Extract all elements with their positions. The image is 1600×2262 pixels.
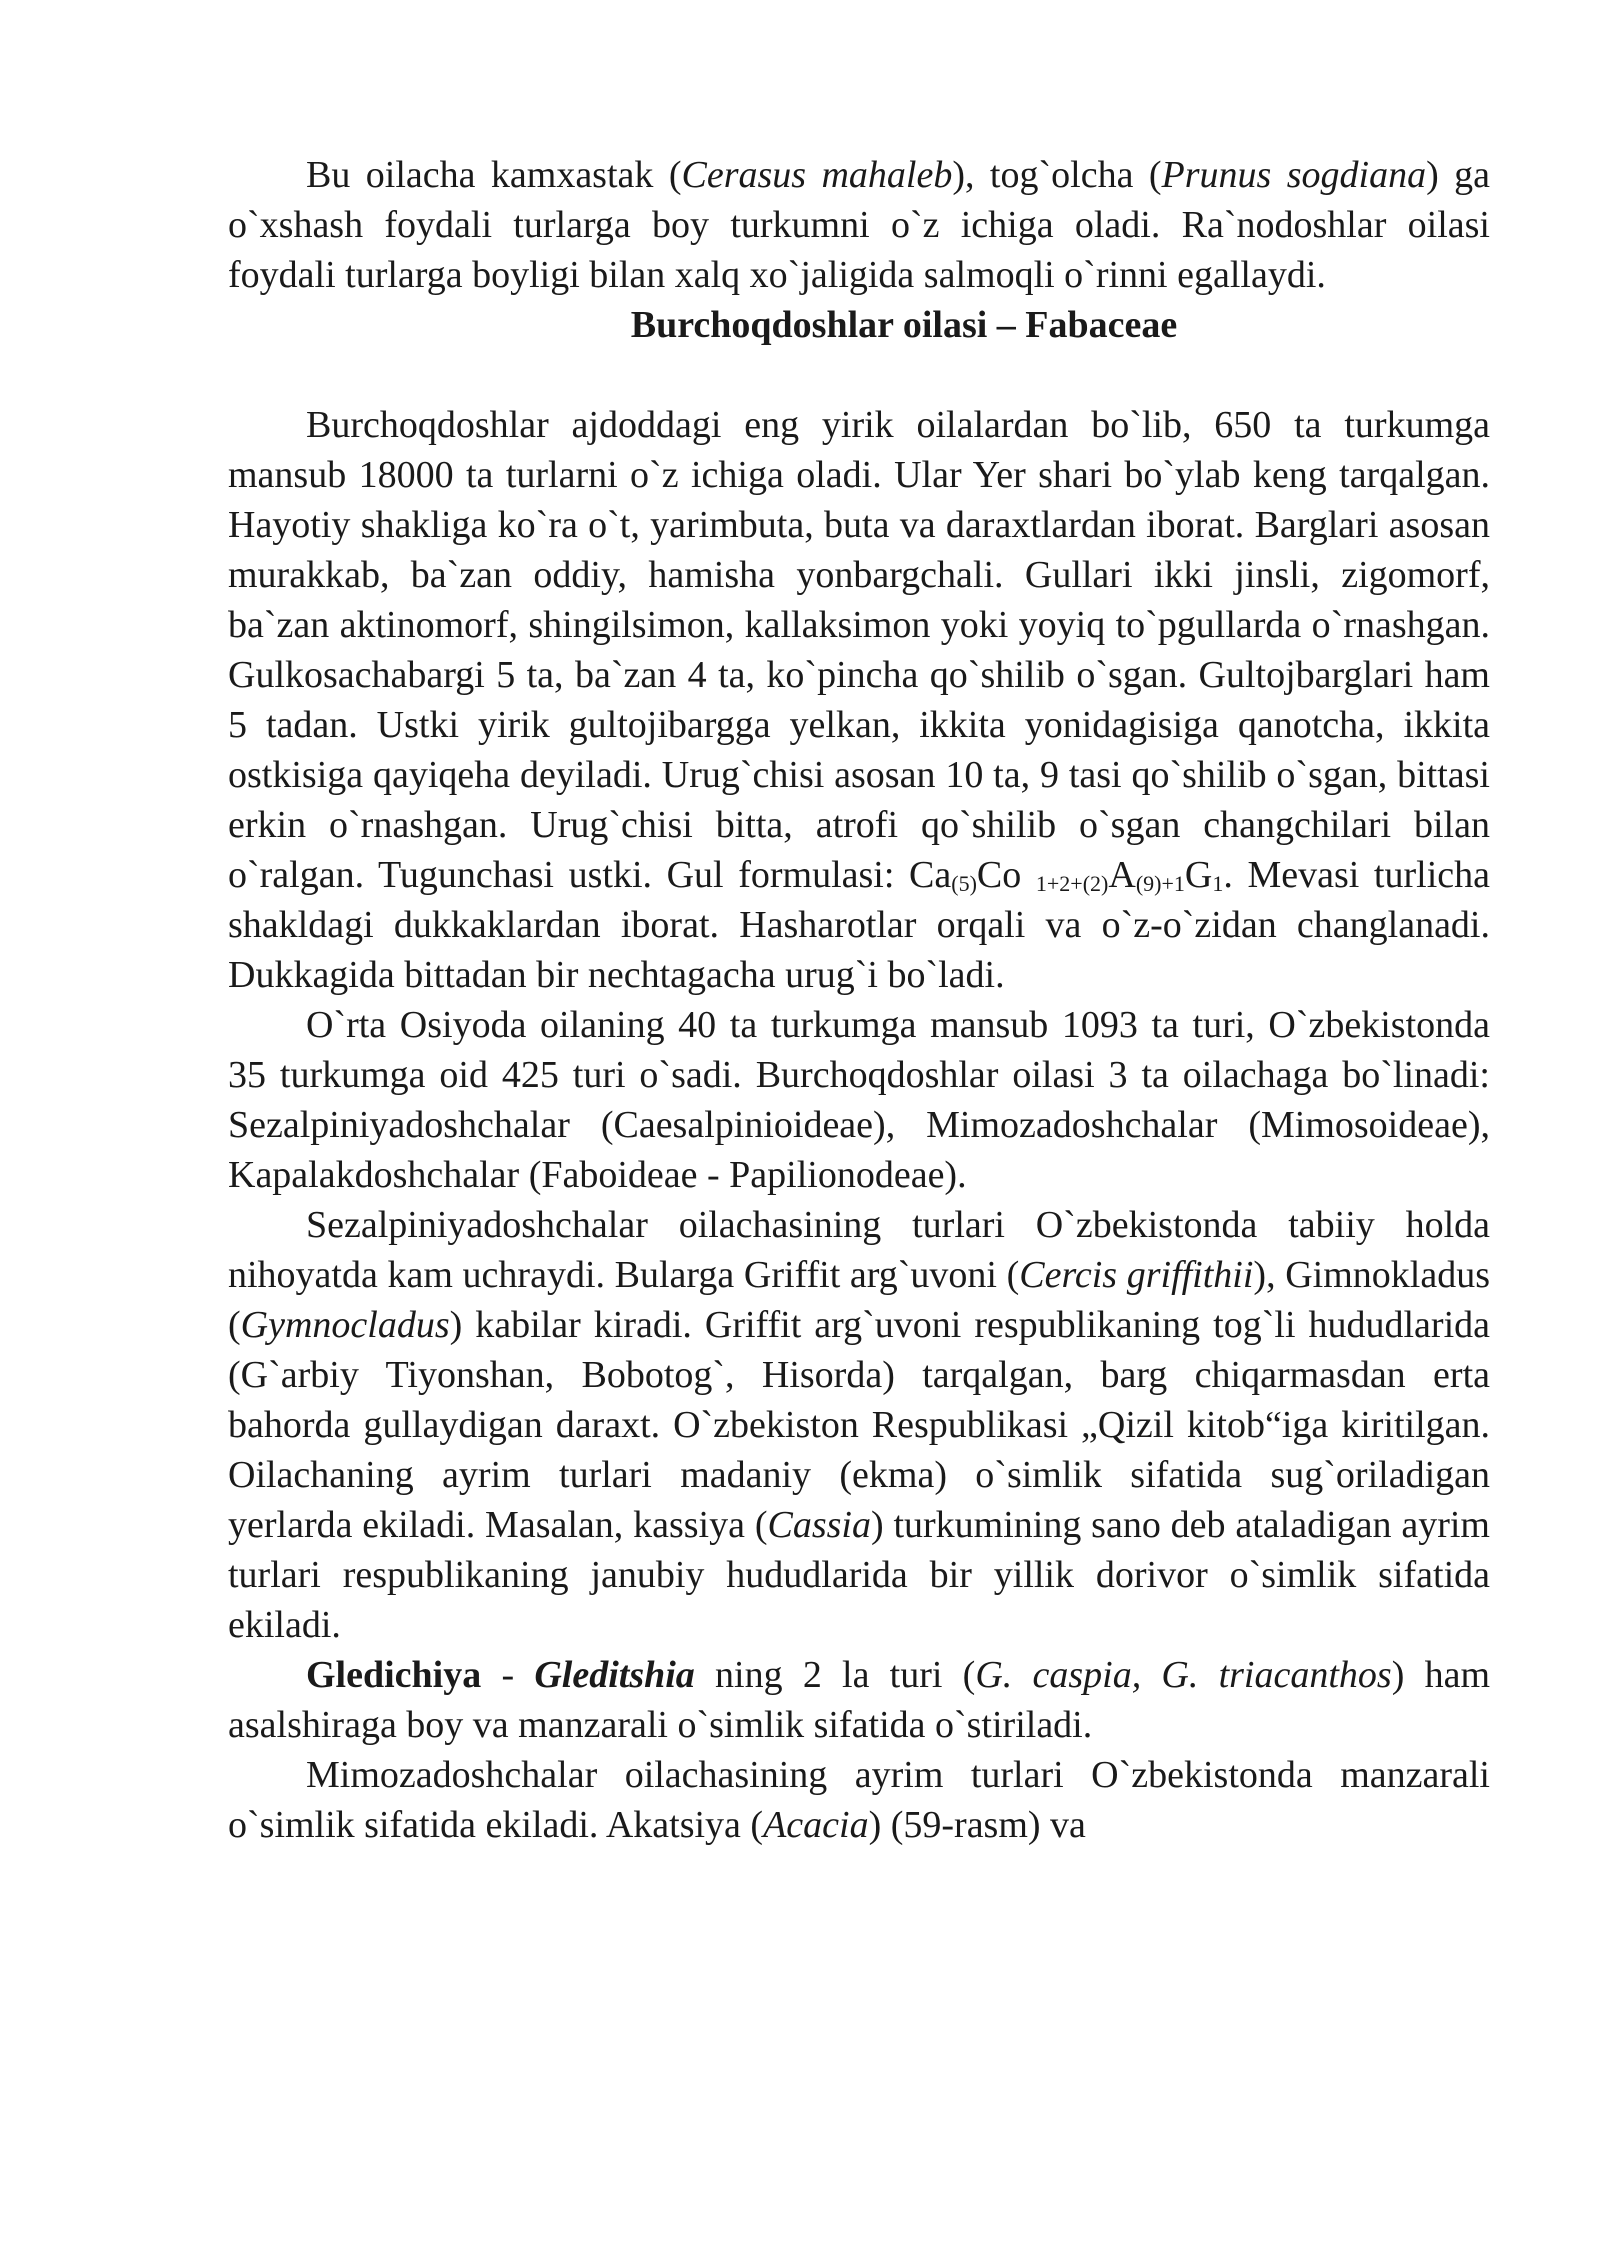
text-run: Bu oilacha kamxastak ( (306, 154, 682, 196)
latin-name: Acacia (763, 1804, 869, 1846)
paragraph-intro (228, 150, 1490, 300)
text-run: - (481, 1654, 535, 1696)
latin-name: Gymnocladus (240, 1304, 450, 1346)
text-run: ) (59-rasm) va (868, 1804, 1086, 1846)
section-heading: Burchoqdoshlar oilasi – Fabaceae (630, 304, 1178, 346)
formula-subscript: (5) (951, 871, 977, 896)
text-run: O`rta Osiyoda oilaning 40 ta turkumga mansub 1093 ta turi, O`zbekistonda 35 turkumga oid 425 turi o`sadi. Burchoqdoshlar oilasi 3 ta oilachaga bo`linadi: Sezalpiniyadoshchalar (Caesalpinioideae), Mimozadoshchalar (Mimosoideae), Kapalakdoshchalar (Faboideae - Papilionodeae). (228, 1004, 1490, 1196)
paragraph-distribution (228, 1000, 1490, 1200)
paragraph-mimosoideae (228, 1750, 1490, 1850)
latin-name: Prunus sogdiana (1161, 154, 1427, 196)
document-page (228, 150, 1490, 1850)
text-run: G (1184, 854, 1213, 896)
text-run: ) turkumining sano deb ataladigan ayrim turlari respublikaning janubiy hududlarida bir yillik dorivor o`simlik sifatida ekiladi. (228, 1504, 1490, 1646)
text-run: ), tog`olcha ( (952, 154, 1162, 196)
text-run: Sezalpiniyadoshchalar oilachasining turlari O`zbekistonda tabiiy holda nihoyatda kam uchraydi. Bularga Griffit arg`uvoni ( (228, 1204, 1490, 1296)
latin-name: Cassia (767, 1504, 871, 1546)
text-run: Co (976, 854, 1036, 896)
bold-latin-name: Gleditshia (534, 1654, 695, 1696)
text-run: ) ga o`xshash foydali turlarga boy turkumni o`z ichiga oladi. Ra`nodoshlar oilasi foydali turlarga boyligi bilan xalq xo`jaligida salmoqli o`rinni egallaydi. (228, 154, 1491, 296)
text-run: Mimozadoshchalar oilachasining ayrim turlari O`zbekistonda manzarali o`simlik sifatida ekiladi. Akatsiya ( (228, 1754, 1490, 1846)
bold-term: Gledichiya (306, 1654, 482, 1696)
text-run: ), Gimnokladus ( (228, 1254, 1490, 1346)
formula-subscript: 1 (1212, 871, 1224, 896)
formula-subscript: (9)+1 (1135, 871, 1185, 896)
paragraph-caesalpinioideae (228, 1200, 1490, 1650)
paragraph-description (228, 400, 1490, 1000)
latin-name: G. caspia, G. triacanthos (975, 1654, 1392, 1696)
text-run: ning 2 la turi ( (694, 1654, 976, 1696)
latin-name: Cercis griffithii (1019, 1254, 1254, 1296)
text-run: . Mevasi turlicha shakldagi dukkaklardan iborat. Hasharotlar orqali va o`z-o`zidan changlanadi. Dukkagida bittadan bir nechtagacha urug`i bo`ladi. (228, 854, 1490, 996)
text-run: ) ham asalshiraga boy va manzarali o`simlik sifatida o`stiriladi. (228, 1654, 1491, 1746)
text-run: ) kabilar kiradi. Griffit arg`uvoni respublikaning tog`li hududlarida (G`arbiy Tiyonshan, Bobotog`, Hisorda) tarqalgan, barg chiqarmasdan erta bahorda gullaydigan daraxt. O`zbekiston Respublikasi „Qizil kitob“iga kiritilgan. Oilachaning ayrim turlari madaniy (ekma) o`simlik sifatida sug`oriladigan yerlarda ekiladi. Masalan, kassiya ( (228, 1304, 1490, 1546)
text-run: A (1108, 854, 1136, 896)
text-run: Burchoqdoshlar ajdoddagi eng yirik oilalardan bo`lib, 650 ta turkumga mansub 18000 ta turlarni o`z ichiga oladi. Ular Yer shari bo`ylab keng tarqalgan. Hayotiy shakliga ko`ra o`t, yarimbuta, buta va daraxtlardan iborat. Barglari asosan murakkab, ba`zan oddiy, hamisha yonbargchali. Gullari ikki jinsli, zigomorf, ba`zan aktinomorf, shingilsimon, kallaksimon yoki yoyiq to`pgullarda o`rnashgan. Gulkosachabargi 5 ta, ba`zan 4 ta, ko`pincha qo`shilib o`sgan. Gultojbarglari ham 5 tadan. Ustki yirik gultojibargga yelkan, ikkita yonidagisiga qanotcha, ikkita ostkisiga qayiqeha deyiladi. Urug`chisi asosan 10 ta, 9 tasi qo`shilib o`sgan, bittasi erkin o`rnashgan. Urug`chisi bitta, atrofi qo`shilib o`sgan changchilari bilan o`ralgan. Tugunchasi ustki. Gul formulasi: Ca (228, 404, 1490, 896)
latin-name: Cerasus mahaleb (681, 154, 953, 196)
formula-subscript: 1+2+(2) (1035, 871, 1109, 896)
paragraph-gleditsia (228, 1650, 1490, 1750)
